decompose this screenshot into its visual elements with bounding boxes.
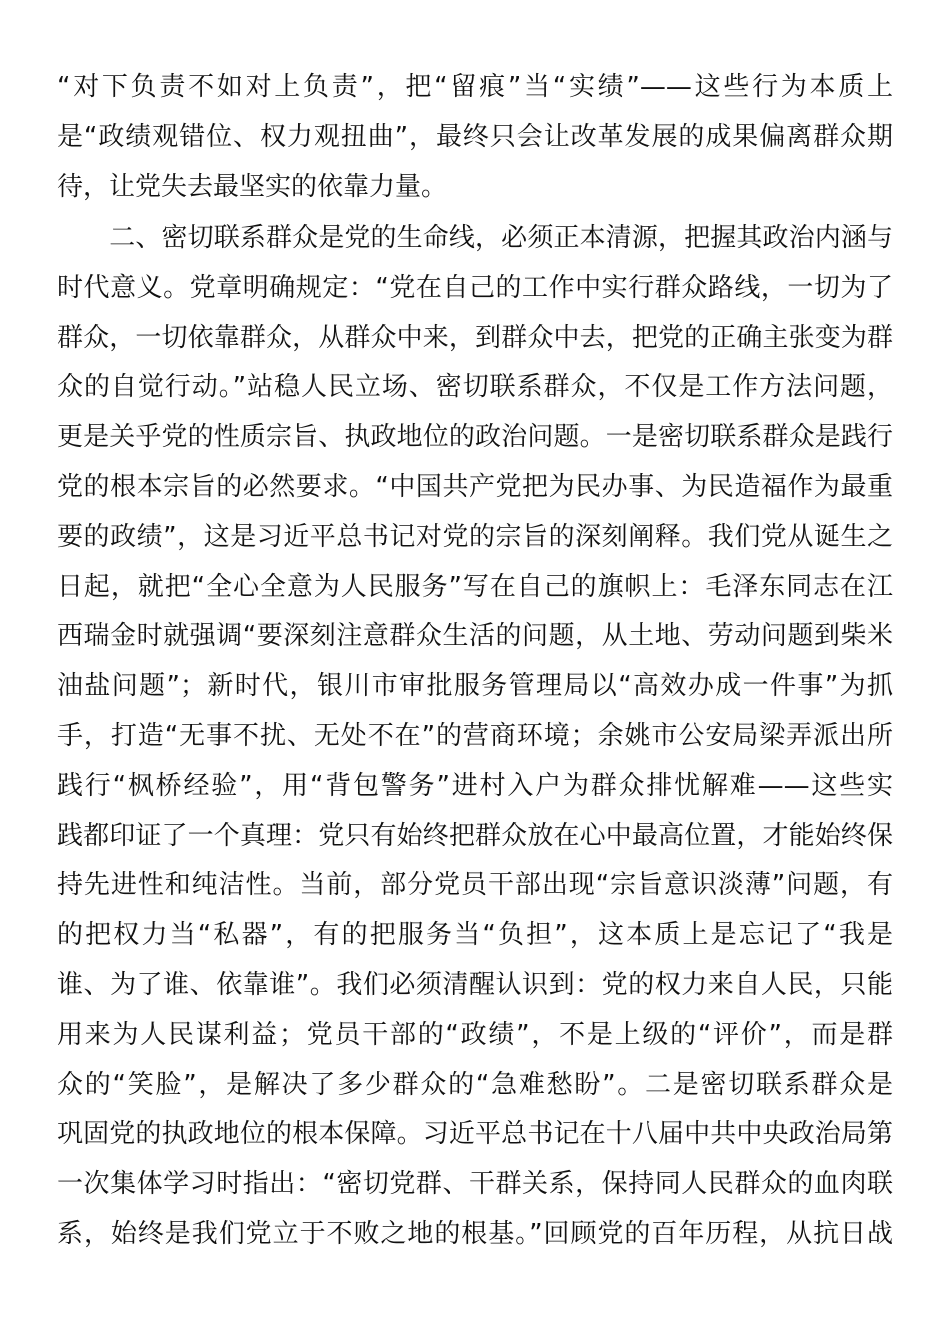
paragraph-line: 要的政绩”，这是习近平总书记对党的宗旨的深刻阐释。我们党从诞生之 [57,521,893,552]
paragraph-line: 群众，一切依靠群众，从群众中来，到群众中去，把党的正确主张变为群 [57,322,893,353]
paragraph-line: 谁、为了谁、依靠谁”。我们必须清醒认识到：党的权力来自人民，只能 [57,969,893,1000]
paragraph-line: 二、密切联系群众是党的生命线，必须正本清源，把握其政治内涵与 [57,223,893,253]
paragraph-line: 是“政绩观错位、权力观扭曲”，最终只会让改革发展的成果偏离群众期 [57,121,893,152]
paragraph-line: 党的根本宗旨的必然要求。“中国共产党把为民办事、为民造福作为最重 [57,471,893,502]
paragraph-line: 时代意义。党章明确规定：“党在自己的工作中实行群众路线，一切为了 [57,272,893,303]
paragraph-line: 众的自觉行动。”站稳人民立场、密切联系群众，不仅是工作方法问题， [57,372,893,403]
paragraph-line: 西瑞金时就强调“要深刻注意群众生活的问题，从土地、劳动问题到柴米 [57,621,893,652]
paragraph-line: 系，始终是我们党立于不败之地的根基。”回顾党的百年历程，从抗日战 [57,1218,893,1249]
paragraph-line: 一次集体学习时指出：“密切党群、干群关系，保持同人民群众的血肉联 [57,1169,893,1200]
paragraph-line: 日起，就把“全心全意为人民服务”写在自己的旗帜上：毛泽东同志在江 [57,571,893,602]
paragraph-line: 众的“笑脸”，是解决了多少群众的“急难愁盼”。二是密切联系群众是 [57,1069,893,1100]
paragraph-line: 践行“枫桥经验”，用“背包警务”进村入户为群众排忧解难——这些实 [57,770,893,801]
paragraph-line: 巩固党的执政地位的根本保障。习近平总书记在十八届中共中央政治局第 [57,1119,893,1150]
paragraph-line: 待，让党失去最坚实的依靠力量。 [57,171,448,202]
paragraph-line: 油盐问题”；新时代，银川市审批服务管理局以“高效办成一件事”为抓 [57,671,893,702]
paragraph-line: 手，打造“无事不扰、无处不在”的营商环境；余姚市公安局梁弄派出所 [57,720,893,751]
paragraph-line: 用来为人民谋利益；党员干部的“政绩”，不是上级的“评价”，而是群 [57,1019,893,1050]
paragraph-line: 更是关乎党的性质宗旨、执政地位的政治问题。一是密切联系群众是践行 [57,422,893,453]
paragraph-line: 的把权力当“私器”，有的把服务当“负担”，这本质上是忘记了“我是 [57,920,893,951]
paragraph-line: 践都印证了一个真理：党只有始终把群众放在心中最高位置，才能始终保 [57,820,893,851]
paragraph-2 [57,214,893,1260]
paragraph-line: “对下负责不如对上负责”，把“留痕”当“实绩”——这些行为本质上 [57,72,893,102]
paragraph-1 [57,63,893,212]
paragraph-line: 持先进性和纯洁性。当前，部分党员干部出现“宗旨意识淡薄”问题，有 [57,870,893,901]
